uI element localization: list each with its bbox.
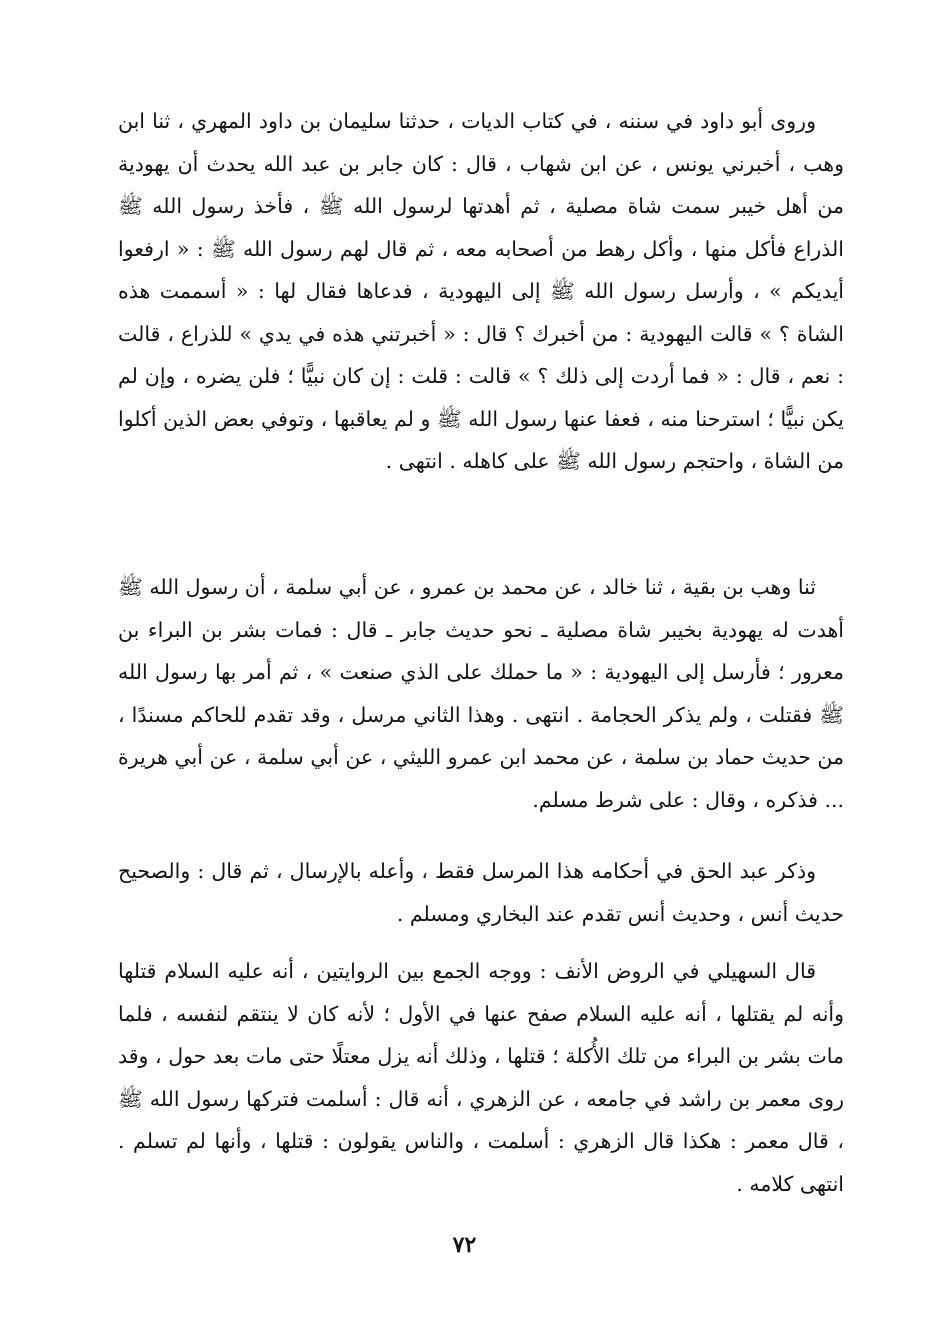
paragraph-suhayli <box>118 950 844 1205</box>
paragraph-text: وروى أبو داود في سننه ، في كتاب الديات ، حدثنا سليمان بن داود المهري ، ثنا ابن وهب ، أخبرني يونس ، عن ابن شهاب ، قال : كان جابر بن عبد الله يحدث أن يهودية من أهل خيبر سمت شاة مصلية ، ثم أهدتها لرسول الله ﷺ ، فأخذ رسول الله ﷺ الذراع فأكل منها ، وأكل رهط من أصحابه معه ، ثم قال لهم رسول الله ﷺ : « ارفعوا أيديكم » ، وأرسل رسول الله ﷺ إلى اليهودية ، فدعاها فقال لها : « أسممت هذه الشاة ؟ » قالت اليهودية : من أخبرك ؟ قال : « أخبرتني هذه في يدي » للذراع ، قالت : نعم ، قال : « فما أردت إلى ذلك ؟ » قالت : قلت : إن كان نبيًّا ؛ فلن يضره ، وإن لم يكن نبيًّا ؛ استرحنا منه ، فعفا عنها رسول الله ﷺ و لم يعاقبها ، وتوفي بعض الذين أكلوا من الشاة ، واحتجم رسول الله ﷺ على كاهله . انتهى . <box>118 109 844 473</box>
paragraph-abu-dawud-narration <box>118 100 844 483</box>
paragraph-text: قال السهيلي في الروض الأنف : ووجه الجمع بين الروايتين ، أنه عليه السلام قتلها وأنه لم يقتلها ، أنه عليه السلام صفح عنها في الأول ؛ لأنه كان لا ينتقم لنفسه ، فلما مات بشر بن البراء من تلك الأُكلة ؛ قتلها ، وذلك أنه يزل معتلًا حتى مات بعد حول ، وقد روى معمر بن راشد في جامعه ، عن الزهري ، أنه قال : أسلمت فتركها رسول الله ﷺ ، قال معمر : هكذا قال الزهري : أسلمت ، والناس يقولون : قتلها ، وأنها لم تسلم . انتهى كلامه . <box>118 959 844 1196</box>
paragraph-abd-al-haqq <box>118 850 844 935</box>
paragraph-wahb-narration <box>118 566 844 821</box>
paragraph-text: ثنا وهب بن بقية ، ثنا خالد ، عن محمد بن عمرو ، عن أبي سلمة ، أن رسول الله ﷺ أهدت له يهودية بخيبر شاة مصلية ـ نحو حديث جابر ـ قال : فمات بشر بن البراء بن معرور ؛ فأرسل إلى اليهودية : « ما حملك على الذي صنعت » ، ثم أمر بها رسول الله ﷺ فقتلت ، ولم يذكر الحجامة . انتهى . وهذا الثاني مرسل ، وقد تقدم للحاكم مسندًا ، من حديث حماد بن سلمة ، عن محمد ابن عمرو الليثي ، عن أبي سلمة ، عن أبي هريرة ... فذكره ، وقال : على شرط مسلم. <box>118 575 844 812</box>
page-number: ٧٢ <box>452 1232 477 1258</box>
paragraph-text: وذكر عبد الحق في أحكامه هذا المرسل فقط ، وأعله بالإرسال ، ثم قال : والصحيح حديث أنس ، وحديث أنس تقدم عند البخاري ومسلم . <box>118 859 844 926</box>
